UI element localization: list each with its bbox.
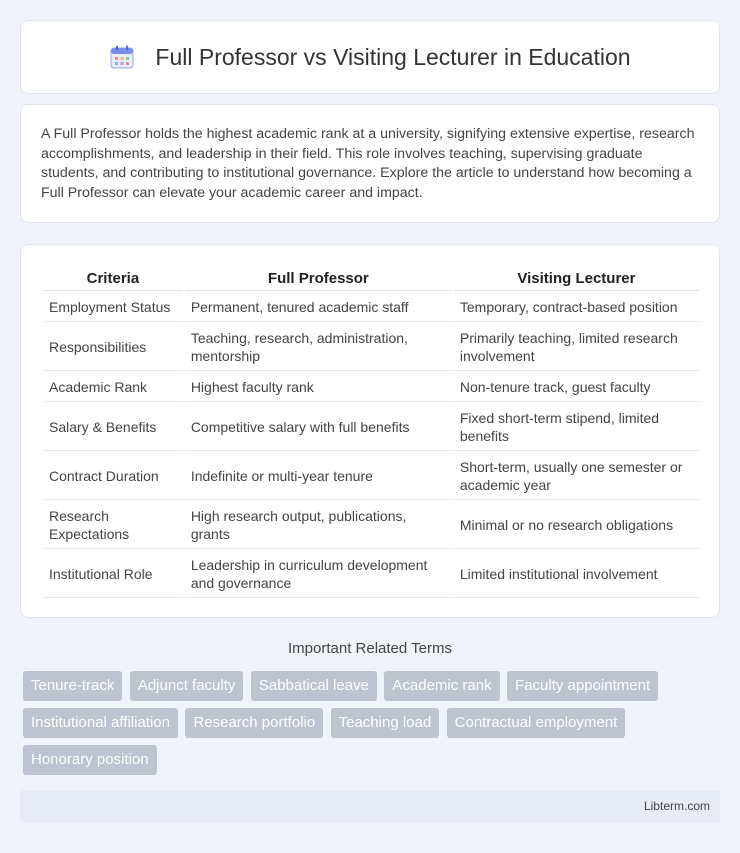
table-cell: Teaching, research, administration, mentorship — [185, 324, 452, 371]
table-cell: Minimal or no research obligations — [454, 502, 699, 549]
table-cell: Institutional Role — [43, 551, 183, 598]
page-title: Full Professor vs Visiting Lecturer in Education — [155, 43, 631, 70]
table-row — [43, 324, 699, 371]
table-cell: Highest faculty rank — [185, 373, 452, 402]
table-cell: Fixed short-term stipend, limited benefits — [454, 404, 699, 451]
table-row — [43, 404, 699, 451]
table-row — [43, 453, 699, 500]
calendar-icon — [109, 44, 135, 70]
table-cell: Non-tenure track, guest faculty — [454, 373, 699, 402]
table-row — [43, 293, 699, 322]
intro-text: A Full Professor holds the highest academic rank at a university, signifying extensive expertise, research accomplishments, and leadership in their field. This role involves teaching, supervising graduate students, and contributing to institutional governance. Explore the article to understand how becoming a Full Professor can elevate your academic career and impact. — [41, 126, 695, 201]
table-cell: Leadership in curriculum development and governance — [185, 551, 452, 598]
table-header-row — [43, 268, 699, 291]
comparison-table — [41, 266, 701, 600]
footer-site-link[interactable]: Libterm.com — [643, 799, 710, 813]
column-header-criteria: Criteria — [43, 268, 183, 291]
comparison-card — [20, 244, 720, 618]
table-cell: Responsibilities — [43, 324, 183, 371]
table-row — [43, 502, 699, 549]
table-cell: Academic Rank — [43, 373, 183, 402]
related-term-tag[interactable]: Academic rank — [384, 671, 499, 701]
related-terms-title: Important Related Terms — [288, 640, 452, 657]
related-term-tag[interactable]: Honorary position — [23, 745, 157, 775]
table-cell: Indefinite or multi-year tenure — [185, 453, 452, 500]
header-card — [20, 20, 720, 94]
table-row — [43, 551, 699, 598]
table-cell: Contract Duration — [43, 453, 183, 500]
table-cell: Salary & Benefits — [43, 404, 183, 451]
related-term-tag[interactable]: Sabbatical leave — [251, 671, 377, 701]
column-header-visiting-lecturer: Visiting Lecturer — [454, 268, 699, 291]
column-header-full-professor: Full Professor — [185, 268, 452, 291]
table-cell: High research output, publications, grants — [185, 502, 452, 549]
related-term-tag[interactable]: Faculty appointment — [507, 671, 658, 701]
related-term-tag[interactable]: Institutional affiliation — [23, 708, 178, 738]
related-term-tag[interactable]: Contractual employment — [447, 708, 626, 738]
table-row — [43, 373, 699, 402]
table-cell: Permanent, tenured academic staff — [185, 293, 452, 322]
table-cell: Temporary, contract-based position — [454, 293, 699, 322]
table-cell: Competitive salary with full benefits — [185, 404, 452, 451]
footer — [20, 790, 720, 823]
intro-card — [20, 104, 720, 223]
related-term-tag[interactable]: Research portfolio — [185, 708, 323, 738]
related-terms-list — [23, 671, 723, 782]
table-cell: Limited institutional involvement — [454, 551, 699, 598]
table-cell: Employment Status — [43, 293, 183, 322]
related-term-tag[interactable]: Tenure-track — [23, 671, 122, 701]
related-term-tag[interactable]: Teaching load — [331, 708, 440, 738]
related-term-tag[interactable]: Adjunct faculty — [130, 671, 244, 701]
table-cell: Primarily teaching, limited research involvement — [454, 324, 699, 371]
table-cell: Short-term, usually one semester or academic year — [454, 453, 699, 500]
table-cell: Research Expectations — [43, 502, 183, 549]
